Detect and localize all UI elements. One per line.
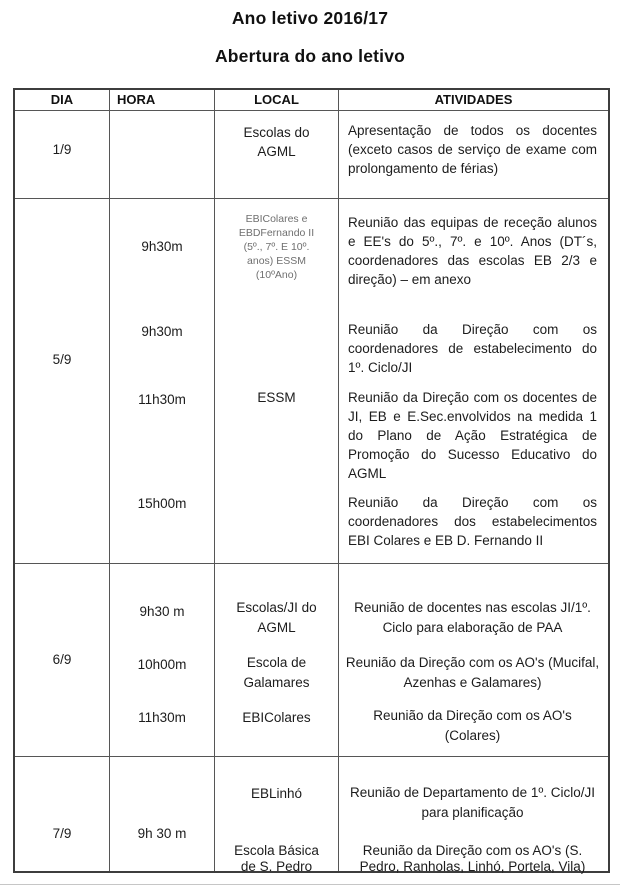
cell-local <box>215 199 339 563</box>
dia-value: 7/9 <box>52 826 72 841</box>
dia-value: 1/9 <box>52 142 72 157</box>
local-value: Escola Básica de S. Pedro <box>234 843 319 874</box>
cell-dia <box>15 564 110 756</box>
cell-local <box>215 757 339 874</box>
table-header-row <box>15 90 608 111</box>
dia-value: 6/9 <box>52 652 72 667</box>
atividade-text: Reunião da Direção com os coordenadores dos estabelecimentos EBI Colares e EB D. Fernando II <box>348 495 597 548</box>
dia-value: 5/9 <box>52 352 72 367</box>
cell-atividades <box>339 199 608 563</box>
cell-dia <box>15 199 110 563</box>
document-title: Ano letivo 2016/17 <box>231 8 389 28</box>
local-value: Escolas do AGML <box>243 125 310 159</box>
local-value: ESSM <box>257 390 296 405</box>
table-row-6-9 <box>15 564 608 757</box>
local-value: EBLinhó <box>250 786 303 801</box>
header-local: LOCAL <box>215 90 339 110</box>
cell-hora <box>110 757 215 871</box>
atividade-text: Reunião da Direção com os AO's (Mucifal, Azenhas e Galamares) <box>345 655 600 690</box>
table-row-5-9 <box>15 199 608 564</box>
hora-value: 9h30m <box>141 239 183 254</box>
hora-value: 9h30 m <box>139 604 185 619</box>
local-value: Escola de Galamares <box>243 655 310 690</box>
atividade-text: Reunião da Direção com os AO's (S. Pedro, Ranholas, Linhó, Portela, Vila) <box>359 843 586 874</box>
cell-hora <box>110 111 215 198</box>
cell-atividades <box>339 111 608 198</box>
hora-value: 10h00m <box>137 657 187 672</box>
table-row-1-9 <box>15 111 608 199</box>
cell-atividades <box>339 757 608 874</box>
cell-hora <box>110 564 215 756</box>
local-detail-value: EBIColares e EBDFernando II (5º., 7º. E 10º. anos) ESSM (10ºAno) <box>238 213 315 281</box>
header-dia: DIA <box>15 90 110 110</box>
atividade-text: Reunião de Departamento de 1º. Ciclo/JI para planificação <box>349 785 596 820</box>
hora-value: 11h30m <box>138 710 186 725</box>
schedule-table <box>13 88 610 873</box>
document-subtitle: Abertura do ano letivo <box>214 46 406 66</box>
cell-dia <box>15 757 110 871</box>
cell-dia <box>15 111 110 198</box>
hora-value: 11h30m <box>138 392 186 407</box>
page-bottom-divider <box>0 884 620 885</box>
table-row-7-9 <box>15 757 608 874</box>
hora-value: 9h 30 m <box>137 826 187 841</box>
atividade-text: Apresentação de todos os docentes (exceto casos de serviço de exame com prolongamento de férias) <box>348 123 597 176</box>
cell-local <box>215 111 339 198</box>
cell-atividades <box>339 564 608 756</box>
local-value: Escolas/JI do AGML <box>236 600 317 635</box>
cell-hora <box>110 199 215 563</box>
atividade-text: Reunião de docentes nas escolas JI/1º. Ciclo para elaboração de PAA <box>354 600 591 635</box>
header-atividades: ATIVIDADES <box>434 92 513 107</box>
header-hora: HORA <box>110 90 215 110</box>
atividade-text: Reunião da Direção com os docentes de JI, EB e E.Sec.envolvidos na medida 1 do Plano de Ação Estratégica de Promoção do Sucesso Educativo do AGML <box>348 390 597 481</box>
atividade-text: Reunião da Direção com os AO's (Colares) <box>373 708 572 743</box>
local-value: EBIColares <box>242 710 311 725</box>
atividade-text: Reunião da Direção com os coordenadores de estabelecimento do 1º. Ciclo/JI <box>348 322 597 375</box>
hora-value: 15h00m <box>137 496 187 511</box>
cell-local <box>215 564 339 756</box>
hora-value: 9h30m <box>141 324 183 339</box>
atividade-text: Reunião das equipas de receção alunos e EE's do 5º., 7º. e 10º. Anos (DT´s, coordenadores das escolas EB 2/3 e direção) – em anexo <box>348 215 597 287</box>
